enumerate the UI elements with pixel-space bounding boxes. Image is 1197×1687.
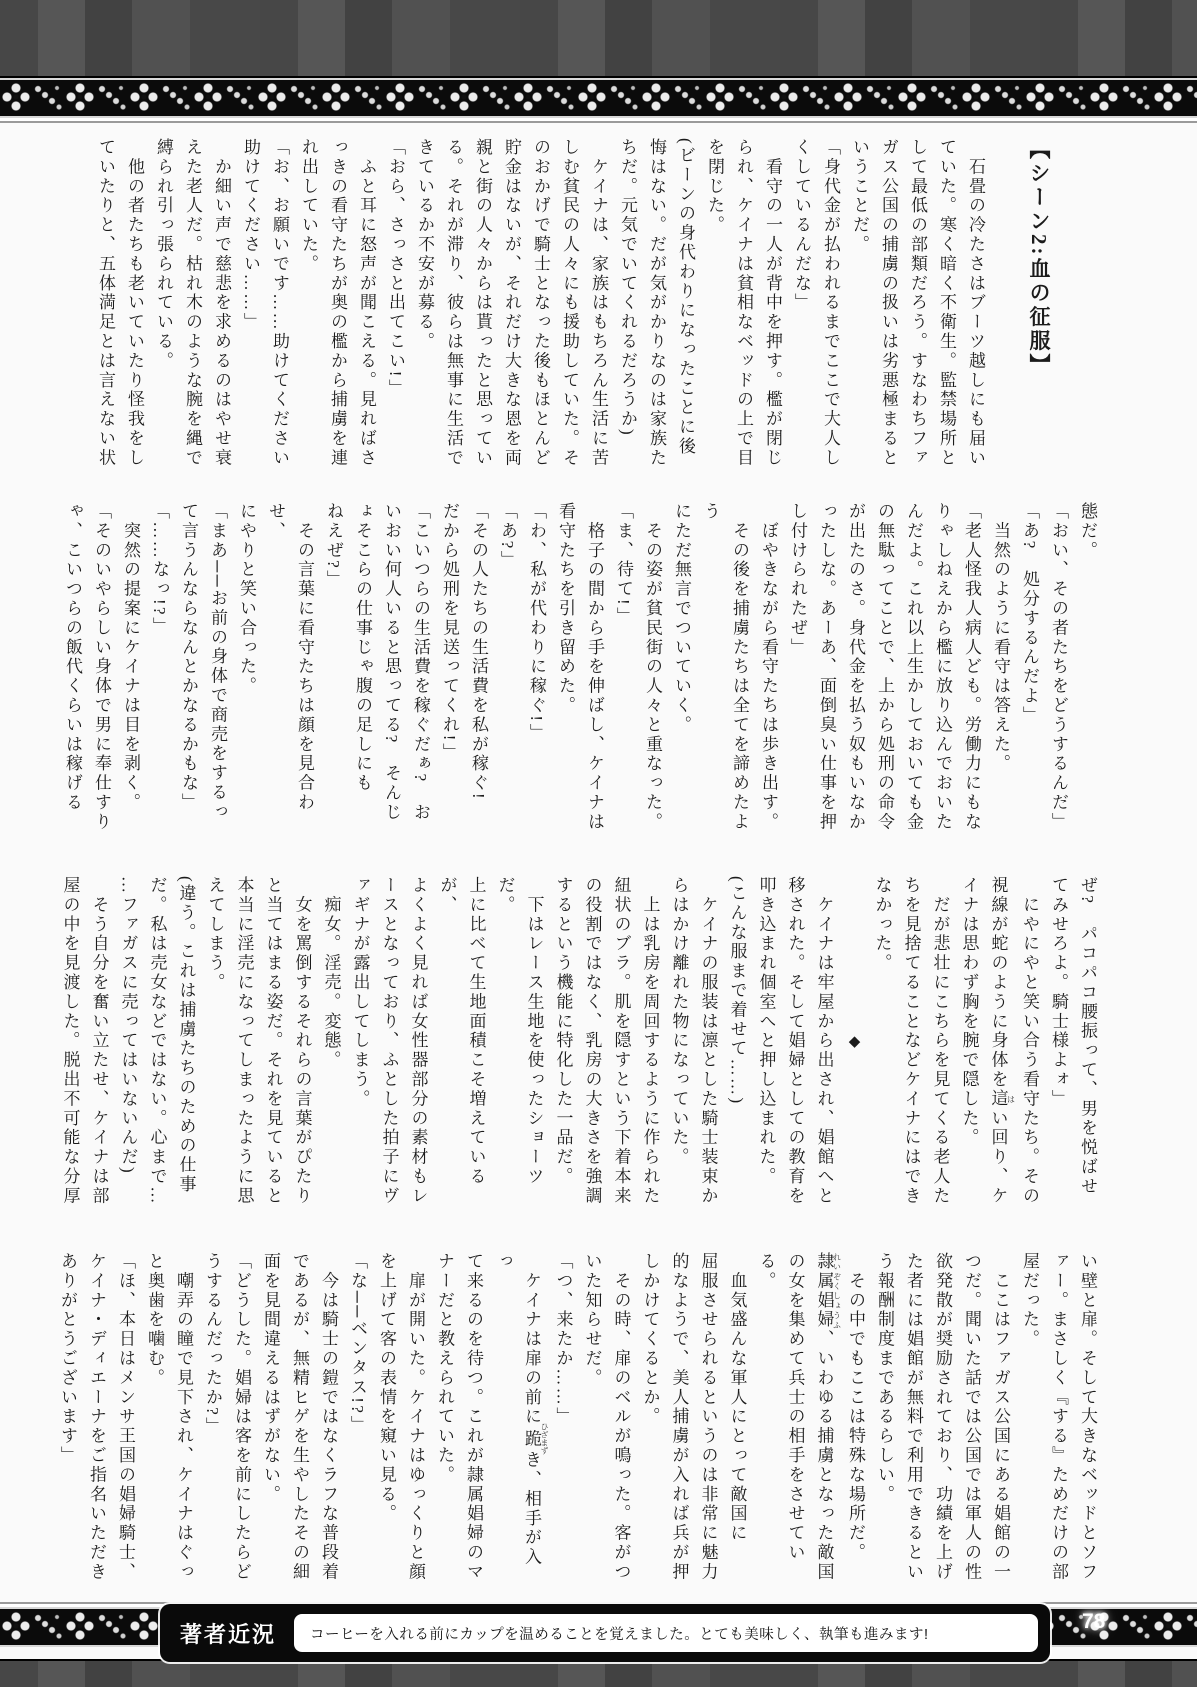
text-column: 他の者たちも老いていたり怪我をし [125, 138, 144, 468]
text-column: だから処刑を見送ってくれ!」 [440, 502, 459, 763]
text-column: 欲発散が奨励されており、功績を上げ [933, 1252, 952, 1582]
text-column: 叩き込まれ個室へと押し込まれた。 [756, 876, 776, 1187]
text-column: 面を見間違えるはずがない。 [261, 1252, 280, 1505]
text-column: 屈服させられるというのは非常に魅力 [698, 1252, 718, 1582]
text-column: にただ無言でついていく。 [672, 502, 691, 735]
text-column: その後を捕虜たちは全てを諦めたよう [701, 502, 749, 832]
text-column: た者には娼館が無料で利用できるとい [904, 1252, 923, 1582]
text-column: そう自分を奮い立たせ、ケイナは部 [89, 876, 109, 1206]
text-column: 「こいつらの生活費を稼ぐだぁ? お [411, 502, 430, 823]
text-column: 視線が蛇のように身体を這 はい回り、ケ [988, 876, 1016, 1206]
author-note-box [294, 1614, 1038, 1652]
text-column: 「あ? 処分するんだよ」 [1020, 502, 1039, 726]
text-column: であるが、無精ヒゲを生やしたその細 [290, 1252, 309, 1582]
text-column: の女を集めて兵士の相手をさせている。 [756, 1252, 805, 1563]
text-column: と当てはまる姿だ。それを見ていると [263, 876, 283, 1206]
text-column: 格子の間から手を伸ばし、ケイナは [585, 502, 604, 832]
text-column: の無駄ってことで、上から処刑の命令 [875, 502, 894, 832]
text-column: ケイナは牢屋から出され、娼館へと [814, 876, 834, 1206]
text-column: ねえぜ?」 [324, 502, 343, 590]
text-column: だが悲壮にこちらを見てくる老人た [930, 876, 950, 1206]
text-band-2 [63, 502, 1102, 834]
text-column: 態だ。 [1078, 502, 1097, 561]
text-column: か細い声で慈悲を求めるのはやせ衰 [212, 138, 231, 468]
text-column: 看守たちを引き留めた。 [556, 502, 575, 716]
author-note-label: 著者近況 [180, 1621, 277, 1647]
text-column: ちを見捨てることなどケイナにはでき [901, 876, 921, 1206]
text-column: ていたりと、五体満足とは言えない状 [96, 138, 115, 468]
text-column: 扉が開いた。ケイナはゆっくりと顔 [406, 1252, 425, 1582]
text-column: 屋の中を見渡した。脱出不可能な分厚 [60, 876, 80, 1206]
text-column: いうことだ。 [850, 138, 869, 255]
text-column: 助けてください……」 [241, 138, 260, 332]
text-column: を閉じた。 [705, 138, 724, 235]
text-column: だ。私は売女などではない。心まで… [147, 876, 167, 1206]
text-column: 「その人たちの生活費を私が稼ぐ! [469, 502, 488, 802]
text-column: い壁と扉。そして大きなベッドとソフ [1078, 1252, 1097, 1582]
text-column: するという機能に特化した一品だ。 [553, 876, 573, 1187]
text-column: 縛られ引っ張られている。 [154, 138, 173, 371]
text-column: ありがとうございます」 [58, 1252, 77, 1466]
author-note-bar [160, 1604, 1050, 1662]
text-column: 「おい、その者たちをどうするんだ」 [1049, 502, 1068, 832]
text-column: 隷属娼婦 れいぞくしょうふ、いわゆる捕虜となった敵国 [814, 1252, 842, 1582]
text-column: 「ほ、本日はメンサ王国の娼婦騎士、 [116, 1252, 135, 1582]
text-column: 下はレース生地を使ったショーツだ。 [495, 876, 544, 1187]
text-column: ぜ? パコパコ腰振って、男を悦ばせ [1078, 876, 1097, 1197]
text-column: ここはファガス公国にある娼館の一 [991, 1252, 1010, 1582]
text-band-3 [60, 876, 1102, 1208]
text-column: 「お、お願いです……助けてください [270, 138, 289, 468]
text-column: なかった。 [872, 876, 892, 973]
scene-title: 【シーン2:血の征服】 [1027, 138, 1051, 378]
text-column: 痴女。淫売。変態。 [321, 876, 341, 1070]
text-column: りゃしねえから檻に放り込んでおいた [933, 502, 952, 832]
text-column: ケイナの服装は凛とした騎士装束か [698, 876, 718, 1206]
text-column: られ、ケイナは貧相なベッドの上で目 [734, 138, 753, 468]
text-column: ァギナが露出してしまう。 [350, 876, 370, 1109]
text-column: が出たのさ。身代金を払う奴もいなか [846, 502, 865, 832]
text-column: と奥歯を噛む。 [145, 1252, 164, 1388]
text-column: その時、扉のベルが鳴った。客がつ [611, 1252, 631, 1582]
text-column: 嘲弄の瞳で見下され、ケイナはぐっ [174, 1252, 193, 1582]
text-band-1 [92, 138, 1102, 470]
text-column: 「な──ベンタス!?」 [348, 1252, 367, 1435]
text-column: ていた。寒く暗く不衛生。監禁場所と [937, 138, 956, 468]
text-column: (ビーンの身代わりになったことに後 [676, 138, 695, 457]
text-column: ぼやきながら看守たちは歩き出す。 [759, 502, 778, 832]
text-column: その姿が貧民街の人々と重なった。 [643, 502, 662, 832]
text-column: くしているんだな」 [792, 138, 811, 313]
text-column: 看守の一人が背中を押す。檻が閉じ [763, 138, 782, 468]
bottom-brick-border [0, 1659, 1197, 1687]
text-column: にやりと笑い合った。 [237, 502, 256, 696]
text-column: よくよく見れば女性器部分の素材もレ [408, 876, 428, 1206]
text-column: 「ま、待て!」 [614, 502, 633, 627]
scene-divider-diamond: ◆ [845, 1031, 862, 1053]
text-column: ケイナは扉の前に跪 ひざまずき、相手が入っ [493, 1252, 549, 1568]
text-column: ゃ、こいつらの飯代くらいは稼げる [63, 502, 82, 813]
text-column: しかけてくるとか。 [640, 1252, 660, 1427]
text-column: ナーだと教えられていた。 [435, 1252, 454, 1485]
text-column: ケイナ・ディエーナをご指名いただき [87, 1252, 106, 1582]
text-column: て来るのを待つ。これが隷属娼婦のマ [464, 1252, 483, 1582]
text-column: 親と街の人々からは貰ったと思ってい [473, 138, 492, 468]
text-column: ちだ。元気でいてくれるだろうか) [618, 138, 637, 438]
text-column: んだよ。これ以上生かしておいても金 [904, 502, 923, 832]
text-column: 移された。そして娼婦としての教育を [785, 876, 805, 1206]
text-column: 「まあ──お前の身体で商売をするっ [208, 502, 227, 822]
text-column: し付けられたぜ」 [788, 502, 807, 658]
text-column: ったしな。あーあ、面倒臭い仕事を押 [817, 502, 836, 832]
text-column: ふと耳に怒声が聞こえる。見ればさ [357, 138, 376, 468]
text-column: うするんだったか?」 [203, 1252, 222, 1437]
text-column: つだ。聞いた話では公国では軍人の性 [962, 1252, 981, 1582]
text-column: れ出していた。 [299, 138, 318, 274]
text-column: きているか不安が募る。 [415, 138, 434, 352]
text-column: いおい何人いると思ってる? そんじ [382, 502, 401, 823]
text-column: 的なようで、美人捕虜が入れば兵が押 [669, 1252, 689, 1582]
text-column: 「身代金が払われるまでここで大人し [821, 138, 840, 468]
text-column: 突然の提案にケイナは目を剥く。 [121, 502, 140, 813]
text-column: う報酬制度まであるらしい。 [875, 1252, 894, 1505]
text-column: にやにやと笑い合う看守たち。その [1020, 876, 1039, 1206]
text-column: 屋だった。 [1020, 1252, 1039, 1349]
text-column: ケイナは、家族はもちろん生活に苦 [589, 138, 608, 468]
text-column: その中でもここは特殊な場所だ。 [846, 1252, 865, 1563]
text-column: 「……なっ!?」 [150, 502, 169, 637]
text-column: る。それが滞り、彼らは無事に生活で [444, 138, 463, 468]
text-column: 石畳の冷たさはブーツ越しにも届い [966, 138, 985, 468]
text-column: ガス公国の捕虜の扱いは劣悪極まると [879, 138, 898, 468]
text-column: その言葉に看守たちは顔を見合わせ、 [266, 502, 314, 813]
text-column: のおかげで騎士となった後もほとんど [531, 138, 550, 468]
text-column: らはかけ離れた物になっていた。 [669, 876, 689, 1167]
text-column: ょそこらの仕事じゃ腹の足しにも [353, 502, 372, 793]
text-column: 女を罵倒するそれらの言葉がぴたり [292, 876, 312, 1206]
text-column: っきの看守たちが奥の檻から捕虜を連 [328, 138, 347, 468]
page-number: 78 [1082, 1610, 1106, 1633]
text-column: えた老人だ。枯れ木のような腕を縄で [183, 138, 202, 468]
text-column: 「つ、来たか……」 [553, 1252, 573, 1427]
text-column: 悔はない。だが気がかりなのは家族た [647, 138, 666, 468]
text-band-4 [58, 1252, 1102, 1584]
text-column: ースとなっており、ふとした拍子にヴ [379, 876, 399, 1206]
text-column: 紐状のブラ。肌を隠すという下着本来 [611, 876, 631, 1206]
text-column: 「おら、さっさと出てこい!」 [386, 138, 405, 399]
text-column: しむ貧民の人々にも援助していた。そ [560, 138, 579, 468]
text-column: 「どうした。娼婦は客を前にしたらど [232, 1252, 251, 1582]
text-column: 「わ、私が代わりに稼ぐ!」 [527, 502, 546, 743]
text-column: の役割ではなく、乳房の大きさを強調 [582, 876, 602, 1206]
text-column: 「あ?」 [498, 502, 517, 571]
text-column: (違う。これは捕虜たちのための仕事 [176, 876, 196, 1195]
text-column: イナは思わず胸を腕で隠した。 [959, 876, 979, 1148]
text-column: 本当に淫売になってしまったように思 [234, 876, 254, 1206]
text-column: (こんな服まで着せて……) [727, 876, 747, 1106]
text-column: 血気盛んな軍人にとって敵国に [727, 1252, 747, 1543]
text-column: て言うんならなんとかなるかもな」 [179, 502, 198, 813]
text-column: 上は乳房を周回するように作られた [640, 876, 660, 1206]
text-column: てみせろよ。騎士様よォ」 [1049, 876, 1068, 1109]
text-column: ァー。まさしく『する』ためだけの部 [1049, 1252, 1068, 1582]
text-column: …ファガスに売ってはいないんだ) [118, 876, 138, 1176]
text-column: して最低の部類だろう。すなわちファ [908, 138, 927, 468]
text-column: 「老人怪我人病人ども。労働力にもな [962, 502, 981, 832]
text-column: いた知らせだ。 [582, 1252, 602, 1388]
author-note-message: コーヒーを入れる前にカップを温めることを覚えました。とても美味しく、執筆も進みます! [310, 1626, 929, 1643]
text-column: 当然のように看守は答えた。 [991, 502, 1010, 774]
text-column: 貯金はないが、それだけ大きな恩を両 [502, 138, 521, 468]
text-column: 上に比べて生地面積こそ増えているが、 [437, 876, 486, 1187]
text-column: 「そのいやらしい身体で男に奉仕すり [92, 502, 111, 832]
text-column: を上げて客の表情を窺い見る。 [377, 1252, 396, 1524]
text-column: 今は騎士の鎧ではなくラフな普段着 [319, 1252, 338, 1582]
text-column: えてしまう。 [205, 876, 225, 993]
